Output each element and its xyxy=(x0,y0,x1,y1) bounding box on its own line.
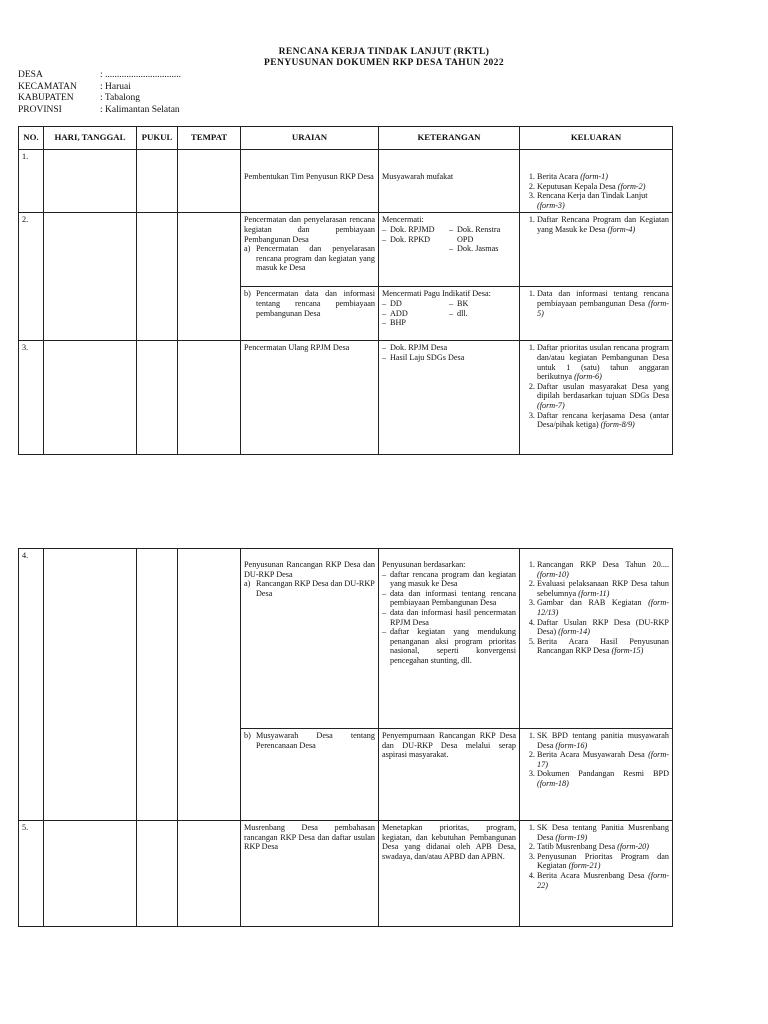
cell-keluaran xyxy=(520,150,673,213)
list-item: 1. Daftar Rencana Program dan Kegiatan yang Masuk ke Desa (form-4) xyxy=(537,215,669,234)
cell-pukul xyxy=(137,150,178,213)
cell-pukul xyxy=(137,549,178,821)
col-header-keterangan: KETERANGAN xyxy=(379,127,520,150)
cell-uraian xyxy=(241,150,379,213)
table-row xyxy=(19,821,673,927)
col-header-hari-tanggal: HARI, TANGGAL xyxy=(44,127,137,150)
cell-uraian xyxy=(241,341,379,455)
cell-tempat xyxy=(178,821,241,927)
cell-uraian xyxy=(241,821,379,927)
document-title: RENCANA KERJA TINDAK LANJUT (RKTL) xyxy=(278,47,490,57)
info-label: KECAMATAN xyxy=(18,81,77,92)
list-item: – dll. xyxy=(457,309,516,319)
cell-tempat xyxy=(178,150,241,213)
cell-hari-tanggal xyxy=(44,213,137,341)
list-item: – Dok. RPJM Desa xyxy=(390,343,516,353)
info-label: KABUPATEN xyxy=(18,93,74,103)
cell-tempat xyxy=(178,341,241,455)
list-item: 1. Data dan informasi tentang rencana pembiayaan pembangunan Desa (form-5) xyxy=(537,289,669,318)
uraian-text: Penyusunan Rancangan RKP Desa dan DU-RKP Desa xyxy=(244,560,375,579)
cell-keluaran xyxy=(520,287,673,341)
cell-hari-tanggal xyxy=(44,549,137,821)
cell-keluaran xyxy=(520,821,673,927)
list-item: – ADD xyxy=(390,309,449,319)
list-item: 3. Dokumen Pandangan Resmi BPD (form-18) xyxy=(537,769,669,788)
sub-marker: a) xyxy=(244,244,251,254)
list-item: – Dok. RPKD xyxy=(390,235,449,245)
info-value: : Haruai xyxy=(100,81,131,92)
list-item: 1. Daftar prioritas usulan rencana program dan/atau kegiatan Pembangunan Desa untuk 1 (satu) tahun anggaran berikutnya (form-6) xyxy=(537,343,669,381)
list-item: 1. SK Desa tentang Panitia Musrenbang Desa (form-19) xyxy=(537,823,669,842)
keterangan-text: Menetapkan prioritas, program, kegiatan, dan kebutuhan Pembangunan Desa yang didanai oleh APB Desa, swadaya, dan/atau APBD dan APBN. xyxy=(382,823,516,861)
table-row xyxy=(19,150,673,213)
info-value: : Kalimantan Selatan xyxy=(100,104,180,115)
list-item: – daftar kegiatan yang mendukung penanganan aksi program prioritas nasional, seperti konvergensi pencegahan stunting, dll. xyxy=(390,627,516,665)
keterangan-intro: Mencermati Pagu Indikatif Desa: xyxy=(382,289,491,299)
cell-no: 5. xyxy=(19,821,44,927)
list-item: 3. Gambar dan RAB Kegiatan (form-12/13) xyxy=(537,598,669,617)
list-item: 3. Daftar rencana kerjasama Desa (antar Desa/pihak ketiga) (form-8/9) xyxy=(537,411,669,430)
cell-keluaran xyxy=(520,213,673,287)
cell-no: 2. xyxy=(19,213,44,341)
cell-keterangan xyxy=(379,341,520,455)
sub-item-text: Musyawarah Desa tentang Perencanaan Desa xyxy=(256,731,375,750)
list-item: – Hasil Laju SDGs Desa xyxy=(390,353,516,363)
list-item: 2. Daftar usulan masyarakat Desa yang dipilah berdasarkan tujuan SDGs Desa (form-7) xyxy=(537,382,669,411)
rktl-table-page1 xyxy=(18,126,673,455)
list-item: 1. Berita Acara (form-1) xyxy=(537,172,669,182)
keterangan-intro: Penyusunan berdasarkan: xyxy=(382,560,466,569)
col-header-no: NO. xyxy=(19,127,44,150)
cell-uraian xyxy=(241,729,379,821)
cell-keterangan xyxy=(379,150,520,213)
cell-no: 3. xyxy=(19,341,44,455)
col-header-uraian: URAIAN xyxy=(241,127,379,150)
cell-keterangan xyxy=(379,729,520,821)
list-item: 1. SK BPD tentang panitia musyawarah Desa (form-16) xyxy=(537,731,669,750)
keterangan-intro: Mencermati: xyxy=(382,215,424,225)
list-item: – data dan informasi tentang rencana pembiayaan Pembangunan Desa xyxy=(390,589,516,608)
list-item: – BHP xyxy=(390,318,449,328)
cell-keluaran xyxy=(520,549,673,729)
list-item: – BK xyxy=(457,299,516,309)
sub-item-text: Pencermatan data dan informasi tentang rencana pembiayaan pembangunan Desa xyxy=(256,289,375,318)
keterangan-text: Penyempurnaan Rancangan RKP Desa dan DU-RKP Desa melalui serap aspirasi masyarakat. xyxy=(382,731,516,760)
list-item: 2. Keputusan Kepala Desa (form-2) xyxy=(537,182,669,192)
uraian-text: Pembentukan Tim Penyusun RKP Desa xyxy=(244,172,374,181)
table-header-row xyxy=(19,127,673,150)
list-item: 2. Evaluasi pelaksanaan RKP Desa tahun sebelumnya (form-11) xyxy=(537,579,669,598)
cell-keluaran xyxy=(520,341,673,455)
cell-hari-tanggal xyxy=(44,821,137,927)
list-item: – data dan informasi hasil pencermatan RPJM Desa xyxy=(390,608,516,627)
cell-uraian xyxy=(241,213,379,287)
sub-item-text: Pencermatan dan penyelarasan rencana program dan kegiatan yang masuk ke Desa xyxy=(256,244,375,273)
cell-tempat xyxy=(178,549,241,821)
col-header-pukul: PUKUL xyxy=(137,127,178,150)
list-item: 2. Tatib Musrenbang Desa (form-20) xyxy=(537,842,669,852)
list-item: 2. Berita Acara Musyawarah Desa (form-17) xyxy=(537,750,669,769)
table-row xyxy=(19,213,673,287)
list-item: 5. Berita Acara Hasil Penyusunan Rancangan RKP Desa (form-15) xyxy=(537,637,669,656)
col-header-tempat: TEMPAT xyxy=(178,127,241,150)
table-row xyxy=(19,341,673,455)
list-item: 4. Daftar Usulan RKP Desa (DU-RKP Desa) (form-14) xyxy=(537,618,669,637)
cell-keterangan xyxy=(379,821,520,927)
identity-block xyxy=(18,70,181,116)
cell-pukul xyxy=(137,821,178,927)
info-label: PROVINSI xyxy=(18,104,62,115)
table-row xyxy=(19,549,673,729)
list-item: 1. Rancangan RKP Desa Tahun 20.... (form-10) xyxy=(537,560,669,579)
cell-pukul xyxy=(137,341,178,455)
list-item: 4. Berita Acara Musrenbang Desa (form-22) xyxy=(537,871,669,890)
uraian-text: Musrenbang Desa pembahasan rancangan RKP Desa dan daftar usulan RKP Desa xyxy=(244,823,375,852)
info-label: DESA xyxy=(18,70,43,80)
cell-uraian xyxy=(241,287,379,341)
list-item: – Dok. Renstra OPD xyxy=(457,225,516,244)
sub-marker: b) xyxy=(244,731,251,740)
keterangan-text: Musyawarah mufakat xyxy=(382,172,454,181)
list-item: – DD xyxy=(390,299,449,309)
cell-hari-tanggal xyxy=(44,341,137,455)
info-value: : ................................ xyxy=(100,70,182,80)
document-subtitle: PENYUSUNAN DOKUMEN RKP DESA TAHUN 2022 xyxy=(264,58,504,68)
rktl-table-page2 xyxy=(18,548,673,927)
list-item: – Dok. RPJMD xyxy=(390,225,449,235)
uraian-text: Pencermatan Ulang RPJM Desa xyxy=(244,343,350,353)
cell-tempat xyxy=(178,213,241,341)
list-item: 3. Rencana Kerja dan Tindak Lanjut (form-3) xyxy=(537,191,669,210)
sub-item-text: Rancangan RKP Desa dan DU-RKP Desa xyxy=(256,579,375,598)
cell-hari-tanggal xyxy=(44,150,137,213)
list-item: 3. Penyusunan Prioritas Program dan Kegiatan (form-21) xyxy=(537,852,669,871)
cell-no: 1. xyxy=(19,150,44,213)
col-header-keluaran: KELUARAN xyxy=(520,127,673,150)
list-item: – Dok. Jasmas xyxy=(457,244,516,254)
cell-keterangan xyxy=(379,213,520,287)
list-item: – daftar rencana program dan kegiatan yang masuk ke Desa xyxy=(390,570,516,589)
sub-marker: b) xyxy=(244,289,251,299)
cell-keluaran xyxy=(520,729,673,821)
cell-uraian xyxy=(241,549,379,729)
cell-no: 4. xyxy=(19,549,44,821)
sub-marker: a) xyxy=(244,579,251,589)
cell-keterangan xyxy=(379,287,520,341)
cell-keterangan xyxy=(379,549,520,729)
info-value: : Tabalong xyxy=(100,93,141,103)
uraian-text: Pencermatan dan penyelarasan rencana kegiatan dan pembiayaan Pembangunan Desa xyxy=(244,215,375,244)
cell-pukul xyxy=(137,213,178,341)
